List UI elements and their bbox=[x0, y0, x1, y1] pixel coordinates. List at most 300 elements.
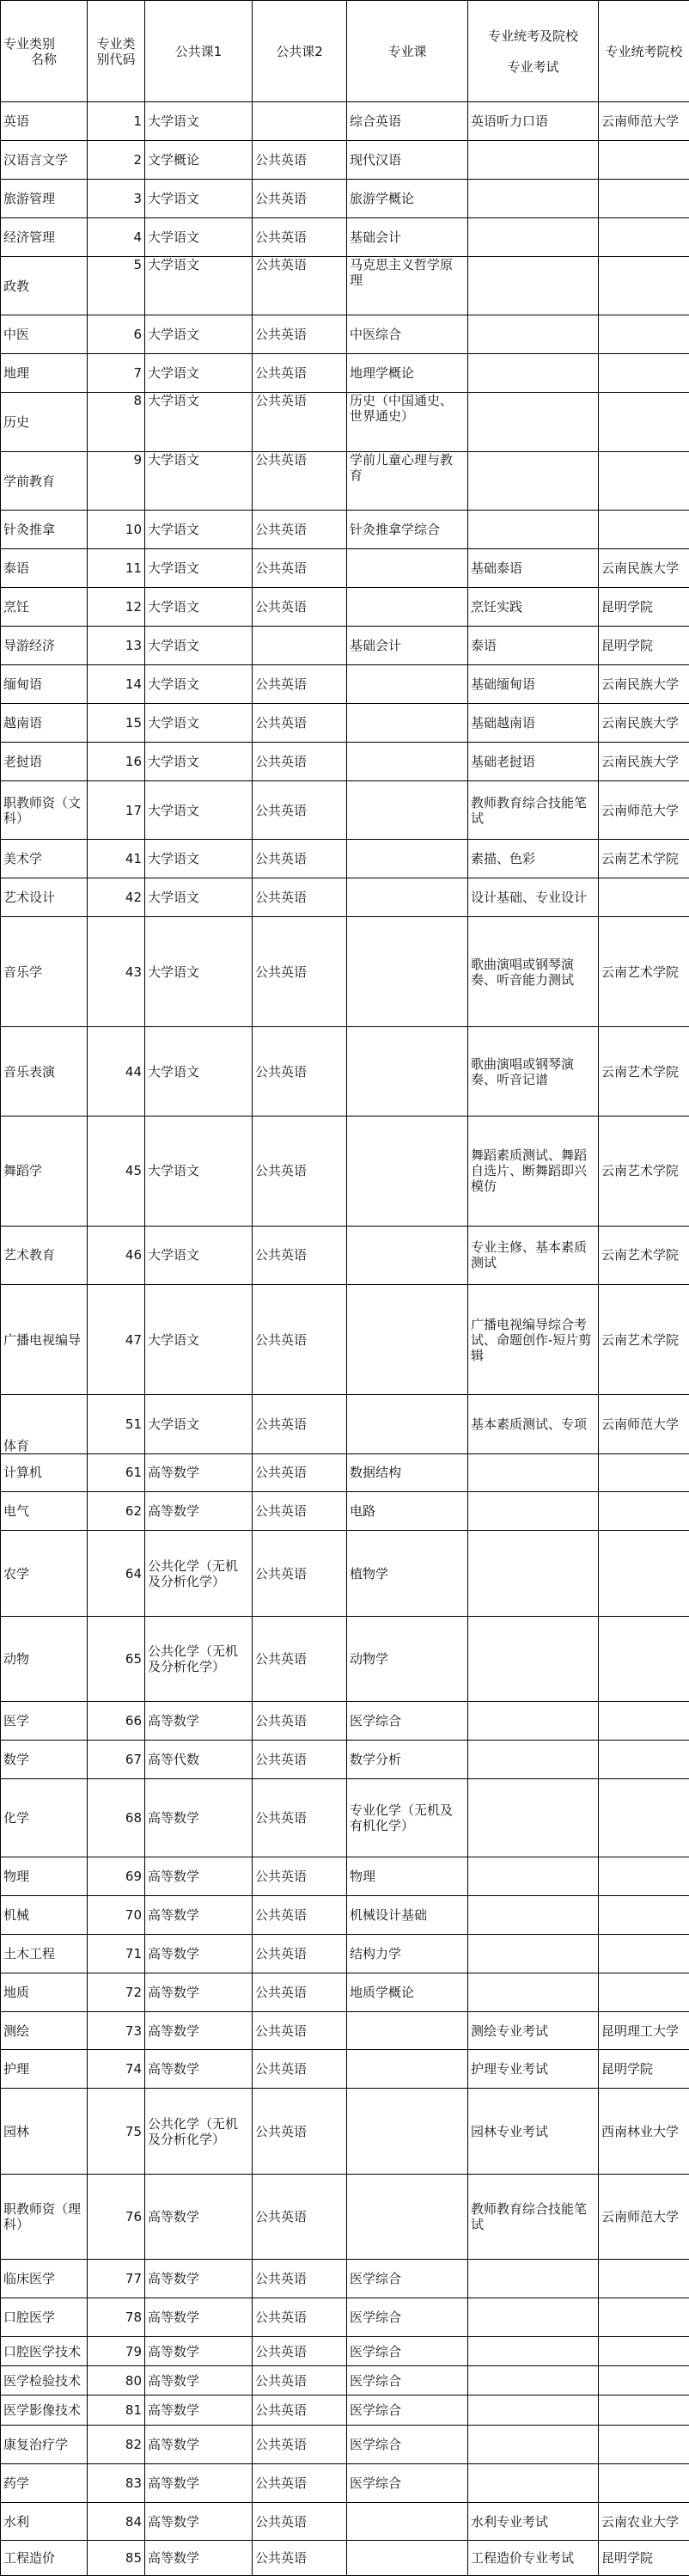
cell-exam-institution: 云南艺术学院 bbox=[599, 1285, 689, 1395]
cell-major-code: 11 bbox=[88, 549, 145, 588]
cell-unified-exam: 设计基础、专业设计 bbox=[468, 878, 599, 917]
cell-major-code: 61 bbox=[88, 1453, 145, 1492]
cell-public-course-2: 公共英语 bbox=[253, 1531, 347, 1616]
cell-major-name: 水利 bbox=[1, 2502, 88, 2541]
cell-major-name: 学前教育 bbox=[1, 451, 88, 511]
cell-public-course-2: 公共英语 bbox=[253, 1934, 347, 1973]
cell-major-code: 2 bbox=[88, 141, 145, 180]
header-major-name-line1: 专业类别 bbox=[3, 35, 56, 52]
cell-major-name: 老挝语 bbox=[1, 742, 88, 780]
table-row bbox=[1, 1394, 689, 1453]
table-row bbox=[1, 2541, 689, 2576]
cell-specialized-course: 医学综合 bbox=[347, 2463, 468, 2502]
table-row bbox=[1, 2425, 689, 2463]
cell-public-course-2: 公共英语 bbox=[253, 217, 347, 256]
cell-major-code: 71 bbox=[88, 1934, 145, 1973]
cell-public-course-1: 大学语文 bbox=[145, 840, 253, 878]
cell-public-course-1: 大学语文 bbox=[145, 742, 253, 780]
cell-public-course-1: 高等代数 bbox=[145, 1740, 253, 1778]
cell-public-course-1: 高等数学 bbox=[145, 1895, 253, 1934]
table-row bbox=[1, 393, 689, 452]
cell-major-code: 68 bbox=[88, 1778, 145, 1857]
cell-major-code: 74 bbox=[88, 2050, 145, 2089]
cell-exam-institution bbox=[599, 217, 689, 256]
cell-major-name: 农学 bbox=[1, 1531, 88, 1616]
cell-specialized-course: 基础会计 bbox=[347, 627, 468, 665]
cell-unified-exam: 广播电视编导综合考试、命题创作-短片剪辑 bbox=[468, 1285, 599, 1395]
cell-major-name: 缅甸语 bbox=[1, 665, 88, 704]
cell-specialized-course bbox=[347, 549, 468, 588]
cell-exam-institution: 云南农业大学 bbox=[599, 2502, 689, 2541]
header-major-code bbox=[88, 1, 145, 102]
cell-specialized-course bbox=[347, 917, 468, 1027]
cell-major-code: 13 bbox=[88, 627, 145, 665]
cell-public-course-2: 公共英语 bbox=[253, 2541, 347, 2576]
cell-public-course-1: 大学语文 bbox=[145, 549, 253, 588]
cell-specialized-course: 动物学 bbox=[347, 1616, 468, 1701]
table-row bbox=[1, 1492, 689, 1531]
cell-unified-exam: 护理专业考试 bbox=[468, 2050, 599, 2089]
cell-specialized-course bbox=[347, 1285, 468, 1395]
cell-exam-institution: 西南林业大学 bbox=[599, 2089, 689, 2174]
cell-unified-exam: 园林专业考试 bbox=[468, 2089, 599, 2174]
cell-exam-institution: 昆明学院 bbox=[599, 588, 689, 627]
cell-major-code: 8 bbox=[88, 393, 145, 452]
cell-public-course-2: 公共英语 bbox=[253, 2395, 347, 2425]
cell-public-course-1: 高等数学 bbox=[145, 2050, 253, 2089]
cell-major-name: 临床医学 bbox=[1, 2260, 88, 2298]
cell-public-course-1: 大学语文 bbox=[145, 451, 253, 511]
table-row bbox=[1, 1026, 689, 1116]
cell-exam-institution bbox=[599, 2298, 689, 2336]
cell-public-course-1: 大学语文 bbox=[145, 180, 253, 218]
cell-exam-institution bbox=[599, 2366, 689, 2395]
cell-public-course-2 bbox=[253, 102, 347, 141]
cell-public-course-1: 大学语文 bbox=[145, 1026, 253, 1116]
cell-unified-exam bbox=[468, 2336, 599, 2365]
cell-major-name: 越南语 bbox=[1, 704, 88, 743]
cell-public-course-2: 公共英语 bbox=[253, 2260, 347, 2298]
cell-specialized-course: 综合英语 bbox=[347, 102, 468, 141]
cell-major-code: 47 bbox=[88, 1285, 145, 1395]
cell-unified-exam bbox=[468, 1701, 599, 1740]
cell-major-name: 医学影像技术 bbox=[1, 2395, 88, 2425]
cell-public-course-1: 大学语文 bbox=[145, 217, 253, 256]
cell-exam-institution: 云南民族大学 bbox=[599, 549, 689, 588]
cell-major-name: 泰语 bbox=[1, 549, 88, 588]
table-row bbox=[1, 1701, 689, 1740]
cell-public-course-1: 高等数学 bbox=[145, 2336, 253, 2365]
cell-public-course-2: 公共英语 bbox=[253, 2050, 347, 2089]
cell-exam-institution bbox=[599, 1531, 689, 1616]
cell-specialized-course bbox=[347, 704, 468, 743]
cell-specialized-course bbox=[347, 780, 468, 840]
cell-major-name: 医学检验技术 bbox=[1, 2366, 88, 2395]
cell-public-course-2: 公共英语 bbox=[253, 1492, 347, 1531]
table-row bbox=[1, 2366, 689, 2395]
cell-specialized-course bbox=[347, 665, 468, 704]
cell-unified-exam bbox=[468, 1616, 599, 1701]
cell-public-course-2: 公共英语 bbox=[253, 1740, 347, 1778]
cell-major-name: 动物 bbox=[1, 1616, 88, 1701]
cell-major-code: 73 bbox=[88, 2011, 145, 2050]
cell-specialized-course: 旅游学概论 bbox=[347, 180, 468, 218]
cell-unified-exam: 烹饪实践 bbox=[468, 588, 599, 627]
cell-public-course-1: 公共化学（无机及分析化学） bbox=[145, 1616, 253, 1701]
cell-public-course-1: 大学语文 bbox=[145, 1226, 253, 1285]
cell-public-course-2 bbox=[253, 627, 347, 665]
cell-unified-exam bbox=[468, 1453, 599, 1492]
cell-specialized-course: 电路 bbox=[347, 1492, 468, 1531]
cell-public-course-2: 公共英语 bbox=[253, 2336, 347, 2365]
cell-unified-exam: 歌曲演唱或钢琴演奏、听音记谱 bbox=[468, 1026, 599, 1116]
table-row bbox=[1, 1895, 689, 1934]
cell-exam-institution bbox=[599, 1616, 689, 1701]
header-unified-exam-line1: 专业统考及院校 bbox=[487, 28, 578, 44]
cell-unified-exam: 基础老挝语 bbox=[468, 742, 599, 780]
cell-specialized-course: 植物学 bbox=[347, 1531, 468, 1616]
cell-public-course-2: 公共英语 bbox=[253, 393, 347, 452]
cell-exam-institution bbox=[599, 1778, 689, 1857]
cell-major-code: 1 bbox=[88, 102, 145, 141]
cell-exam-institution bbox=[599, 1492, 689, 1531]
cell-unified-exam bbox=[468, 1973, 599, 2011]
cell-specialized-course bbox=[347, 1026, 468, 1116]
cell-public-course-1: 大学语文 bbox=[145, 627, 253, 665]
cell-public-course-2: 公共英语 bbox=[253, 180, 347, 218]
table-row bbox=[1, 1973, 689, 2011]
cell-major-name: 工程造价 bbox=[1, 2541, 88, 2576]
cell-unified-exam bbox=[468, 141, 599, 180]
cell-unified-exam bbox=[468, 256, 599, 315]
cell-major-code: 46 bbox=[88, 1226, 145, 1285]
header-major-code-line1: 专业类 bbox=[96, 35, 136, 52]
cell-major-name: 数学 bbox=[1, 1740, 88, 1778]
cell-public-course-2: 公共英语 bbox=[253, 1616, 347, 1701]
cell-unified-exam bbox=[468, 2298, 599, 2336]
cell-unified-exam: 基础缅甸语 bbox=[468, 665, 599, 704]
cell-exam-institution: 云南民族大学 bbox=[599, 665, 689, 704]
cell-public-course-2: 公共英语 bbox=[253, 2174, 347, 2259]
cell-major-code: 62 bbox=[88, 1492, 145, 1531]
table-row bbox=[1, 2298, 689, 2336]
table-row bbox=[1, 2089, 689, 2174]
table-row bbox=[1, 780, 689, 840]
cell-major-name: 音乐学 bbox=[1, 917, 88, 1027]
cell-specialized-course: 医学综合 bbox=[347, 1701, 468, 1740]
cell-major-name: 英语 bbox=[1, 102, 88, 141]
table-row bbox=[1, 2011, 689, 2050]
cell-major-name: 针灸推拿 bbox=[1, 511, 88, 549]
cell-major-name: 烹饪 bbox=[1, 588, 88, 627]
table-row bbox=[1, 840, 689, 878]
cell-major-code: 76 bbox=[88, 2174, 145, 2259]
cell-public-course-1: 大学语文 bbox=[145, 704, 253, 743]
cell-major-code: 41 bbox=[88, 840, 145, 878]
cell-major-name: 土木工程 bbox=[1, 1934, 88, 1973]
cell-public-course-1: 公共化学（无机及分析化学） bbox=[145, 2089, 253, 2174]
cell-major-code: 43 bbox=[88, 917, 145, 1027]
cell-public-course-2: 公共英语 bbox=[253, 704, 347, 743]
cell-major-code: 51 bbox=[88, 1394, 145, 1453]
cell-unified-exam bbox=[468, 180, 599, 218]
cell-unified-exam bbox=[468, 451, 599, 511]
cell-exam-institution: 昆明学院 bbox=[599, 2050, 689, 2089]
cell-unified-exam: 舞蹈素质测试、舞蹈自选片、断舞蹈即兴模仿 bbox=[468, 1117, 599, 1227]
cell-exam-institution: 云南艺术学院 bbox=[599, 917, 689, 1027]
cell-public-course-2: 公共英语 bbox=[253, 2366, 347, 2395]
cell-public-course-1: 公共化学（无机及分析化学） bbox=[145, 1531, 253, 1616]
cell-major-code: 44 bbox=[88, 1026, 145, 1116]
cell-public-course-1: 高等数学 bbox=[145, 2011, 253, 2050]
cell-specialized-course bbox=[347, 2011, 468, 2050]
table-row bbox=[1, 665, 689, 704]
cell-exam-institution: 云南艺术学院 bbox=[599, 1117, 689, 1227]
cell-specialized-course: 历史（中国通史、世界通史） bbox=[347, 393, 468, 452]
cell-unified-exam: 工程造价专业考试 bbox=[468, 2541, 599, 2576]
cell-major-name: 中医 bbox=[1, 315, 88, 354]
cell-exam-institution: 云南艺术学院 bbox=[599, 1226, 689, 1285]
cell-major-name: 医学 bbox=[1, 1701, 88, 1740]
cell-public-course-1: 大学语文 bbox=[145, 1394, 253, 1453]
cell-public-course-1: 大学语文 bbox=[145, 511, 253, 549]
cell-public-course-1: 高等数学 bbox=[145, 1857, 253, 1895]
cell-major-name: 药学 bbox=[1, 2463, 88, 2502]
cell-specialized-course bbox=[347, 1394, 468, 1453]
cell-public-course-2: 公共英语 bbox=[253, 549, 347, 588]
cell-major-name: 职教师资（文科） bbox=[1, 780, 88, 840]
cell-major-name: 护理 bbox=[1, 2050, 88, 2089]
cell-public-course-2: 公共英语 bbox=[253, 511, 347, 549]
table-row bbox=[1, 1117, 689, 1227]
cell-specialized-course: 医学综合 bbox=[347, 2260, 468, 2298]
cell-major-code: 16 bbox=[88, 742, 145, 780]
cell-unified-exam bbox=[468, 511, 599, 549]
cell-major-code: 85 bbox=[88, 2541, 145, 2576]
table-row bbox=[1, 588, 689, 627]
cell-unified-exam: 教师教育综合技能笔试 bbox=[468, 2174, 599, 2259]
cell-public-course-2: 公共英语 bbox=[253, 665, 347, 704]
cell-public-course-2: 公共英语 bbox=[253, 354, 347, 393]
cell-public-course-2: 公共英语 bbox=[253, 840, 347, 878]
table-row bbox=[1, 1778, 689, 1857]
cell-exam-institution bbox=[599, 1973, 689, 2011]
cell-major-code: 72 bbox=[88, 1973, 145, 2011]
cell-unified-exam bbox=[468, 393, 599, 452]
cell-public-course-1: 高等数学 bbox=[145, 1453, 253, 1492]
cell-public-course-2: 公共英语 bbox=[253, 1857, 347, 1895]
cell-exam-institution: 云南师范大学 bbox=[599, 1394, 689, 1453]
cell-major-code: 3 bbox=[88, 180, 145, 218]
header-public-course-2: 公共课2 bbox=[253, 1, 347, 102]
cell-public-course-1: 大学语文 bbox=[145, 354, 253, 393]
table-row bbox=[1, 511, 689, 549]
cell-major-name: 电气 bbox=[1, 1492, 88, 1531]
cell-public-course-1: 高等数学 bbox=[145, 2425, 253, 2463]
cell-major-code: 7 bbox=[88, 354, 145, 393]
cell-exam-institution bbox=[599, 1895, 689, 1934]
cell-public-course-2: 公共英语 bbox=[253, 1895, 347, 1934]
cell-exam-institution bbox=[599, 1857, 689, 1895]
cell-major-name: 园林 bbox=[1, 2089, 88, 2174]
cell-major-code: 17 bbox=[88, 780, 145, 840]
cell-exam-institution bbox=[599, 451, 689, 511]
cell-specialized-course: 物理 bbox=[347, 1857, 468, 1895]
cell-unified-exam: 基础泰语 bbox=[468, 549, 599, 588]
cell-unified-exam: 专业主修、基本素质测试 bbox=[468, 1226, 599, 1285]
cell-specialized-course bbox=[347, 742, 468, 780]
cell-public-course-1: 文学概论 bbox=[145, 141, 253, 180]
cell-unified-exam: 水利专业考试 bbox=[468, 2502, 599, 2541]
cell-public-course-1: 高等数学 bbox=[145, 2395, 253, 2425]
cell-major-code: 65 bbox=[88, 1616, 145, 1701]
cell-exam-institution bbox=[599, 511, 689, 549]
cell-major-code: 9 bbox=[88, 451, 145, 511]
cell-specialized-course bbox=[347, 2174, 468, 2259]
cell-major-code: 83 bbox=[88, 2463, 145, 2502]
table-row bbox=[1, 1934, 689, 1973]
cell-exam-institution: 昆明学院 bbox=[599, 627, 689, 665]
table-row bbox=[1, 1531, 689, 1616]
cell-unified-exam bbox=[468, 1740, 599, 1778]
table-row bbox=[1, 549, 689, 588]
cell-major-name: 机械 bbox=[1, 1895, 88, 1934]
cell-exam-institution bbox=[599, 1701, 689, 1740]
table-row bbox=[1, 878, 689, 917]
cell-major-name: 政教 bbox=[1, 256, 88, 315]
cell-exam-institution: 云南民族大学 bbox=[599, 704, 689, 743]
cell-unified-exam bbox=[468, 1778, 599, 1857]
cell-unified-exam bbox=[468, 2395, 599, 2425]
cell-specialized-course: 医学综合 bbox=[347, 2366, 468, 2395]
cell-exam-institution bbox=[599, 141, 689, 180]
cell-public-course-2: 公共英语 bbox=[253, 256, 347, 315]
header-row bbox=[1, 1, 689, 102]
cell-specialized-course: 马克思主义哲学原理 bbox=[347, 256, 468, 315]
cell-public-course-1: 高等数学 bbox=[145, 2541, 253, 2576]
cell-major-code: 82 bbox=[88, 2425, 145, 2463]
cell-major-name: 康复治疗学 bbox=[1, 2425, 88, 2463]
cell-major-name: 经济管理 bbox=[1, 217, 88, 256]
cell-specialized-course: 现代汉语 bbox=[347, 141, 468, 180]
cell-exam-institution bbox=[599, 2463, 689, 2502]
cell-public-course-1: 高等数学 bbox=[145, 2366, 253, 2395]
table-row bbox=[1, 256, 689, 315]
cell-public-course-1: 大学语文 bbox=[145, 102, 253, 141]
cell-unified-exam: 英语听力口语 bbox=[468, 102, 599, 141]
cell-major-code: 69 bbox=[88, 1857, 145, 1895]
cell-major-code: 64 bbox=[88, 1531, 145, 1616]
header-specialized-course: 专业课 bbox=[347, 1, 468, 102]
table-row bbox=[1, 141, 689, 180]
cell-major-code: 75 bbox=[88, 2089, 145, 2174]
cell-specialized-course bbox=[347, 840, 468, 878]
header-unified-exam-line2: 专业考试 bbox=[507, 58, 559, 75]
cell-unified-exam bbox=[468, 217, 599, 256]
table-row bbox=[1, 2336, 689, 2365]
cell-major-name: 汉语言文学 bbox=[1, 141, 88, 180]
cell-major-name: 艺术设计 bbox=[1, 878, 88, 917]
cell-public-course-1: 高等数学 bbox=[145, 1701, 253, 1740]
cell-public-course-1: 大学语文 bbox=[145, 315, 253, 354]
cell-unified-exam bbox=[468, 2366, 599, 2395]
cell-exam-institution bbox=[599, 256, 689, 315]
cell-major-name: 旅游管理 bbox=[1, 180, 88, 218]
cell-exam-institution: 云南师范大学 bbox=[599, 780, 689, 840]
cell-exam-institution: 昆明理工大学 bbox=[599, 2011, 689, 2050]
cell-specialized-course: 地理学概论 bbox=[347, 354, 468, 393]
cell-specialized-course: 基础会计 bbox=[347, 217, 468, 256]
cell-specialized-course bbox=[347, 2050, 468, 2089]
cell-specialized-course: 数学分析 bbox=[347, 1740, 468, 1778]
cell-public-course-1: 高等数学 bbox=[145, 1934, 253, 1973]
cell-public-course-2: 公共英语 bbox=[253, 917, 347, 1027]
cell-unified-exam bbox=[468, 315, 599, 354]
cell-exam-institution: 云南艺术学院 bbox=[599, 1026, 689, 1116]
cell-major-code: 79 bbox=[88, 2336, 145, 2365]
table-row bbox=[1, 627, 689, 665]
cell-unified-exam bbox=[468, 1895, 599, 1934]
table-row bbox=[1, 2050, 689, 2089]
cell-public-course-2: 公共英语 bbox=[253, 1778, 347, 1857]
cell-major-code: 6 bbox=[88, 315, 145, 354]
cell-specialized-course: 学前儿童心理与教育 bbox=[347, 451, 468, 511]
cell-public-course-1: 大学语文 bbox=[145, 393, 253, 452]
cell-public-course-2: 公共英语 bbox=[253, 2011, 347, 2050]
cell-public-course-2: 公共英语 bbox=[253, 2298, 347, 2336]
cell-public-course-2: 公共英语 bbox=[253, 1973, 347, 2011]
cell-unified-exam: 基础越南语 bbox=[468, 704, 599, 743]
cell-major-name: 历史 bbox=[1, 393, 88, 452]
cell-unified-exam bbox=[468, 354, 599, 393]
cell-public-course-1: 大学语文 bbox=[145, 917, 253, 1027]
cell-public-course-2: 公共英语 bbox=[253, 1026, 347, 1116]
cell-exam-institution bbox=[599, 393, 689, 452]
cell-major-name: 艺术教育 bbox=[1, 1226, 88, 1285]
cell-exam-institution bbox=[599, 2425, 689, 2463]
cell-major-code: 66 bbox=[88, 1701, 145, 1740]
cell-public-course-2: 公共英语 bbox=[253, 588, 347, 627]
cell-public-course-2: 公共英语 bbox=[253, 1226, 347, 1285]
cell-unified-exam: 教师教育综合技能笔试 bbox=[468, 780, 599, 840]
cell-major-code: 45 bbox=[88, 1117, 145, 1227]
cell-exam-institution: 云南师范大学 bbox=[599, 2174, 689, 2259]
cell-specialized-course: 地质学概论 bbox=[347, 1973, 468, 2011]
cell-unified-exam: 素描、色彩 bbox=[468, 840, 599, 878]
cell-public-course-1: 高等数学 bbox=[145, 1778, 253, 1857]
cell-specialized-course: 医学综合 bbox=[347, 2425, 468, 2463]
cell-major-code: 42 bbox=[88, 878, 145, 917]
cell-unified-exam bbox=[468, 1857, 599, 1895]
cell-exam-institution bbox=[599, 315, 689, 354]
cell-major-name: 广播电视编导 bbox=[1, 1285, 88, 1395]
header-public-course-1: 公共课1 bbox=[145, 1, 253, 102]
table-row bbox=[1, 2395, 689, 2425]
cell-exam-institution: 云南师范大学 bbox=[599, 102, 689, 141]
cell-public-course-1: 大学语文 bbox=[145, 1117, 253, 1227]
table-row bbox=[1, 1740, 689, 1778]
cell-public-course-1: 高等数学 bbox=[145, 1973, 253, 2011]
cell-unified-exam bbox=[468, 1492, 599, 1531]
table-row bbox=[1, 1453, 689, 1492]
cell-exam-institution bbox=[599, 1934, 689, 1973]
cell-unified-exam: 基本素质测试、专项 bbox=[468, 1394, 599, 1453]
cell-public-course-1: 大学语文 bbox=[145, 878, 253, 917]
cell-public-course-1: 大学语文 bbox=[145, 1285, 253, 1395]
cell-major-code: 77 bbox=[88, 2260, 145, 2298]
header-major-code-line2: 别代码 bbox=[96, 51, 136, 67]
table-row bbox=[1, 1616, 689, 1701]
